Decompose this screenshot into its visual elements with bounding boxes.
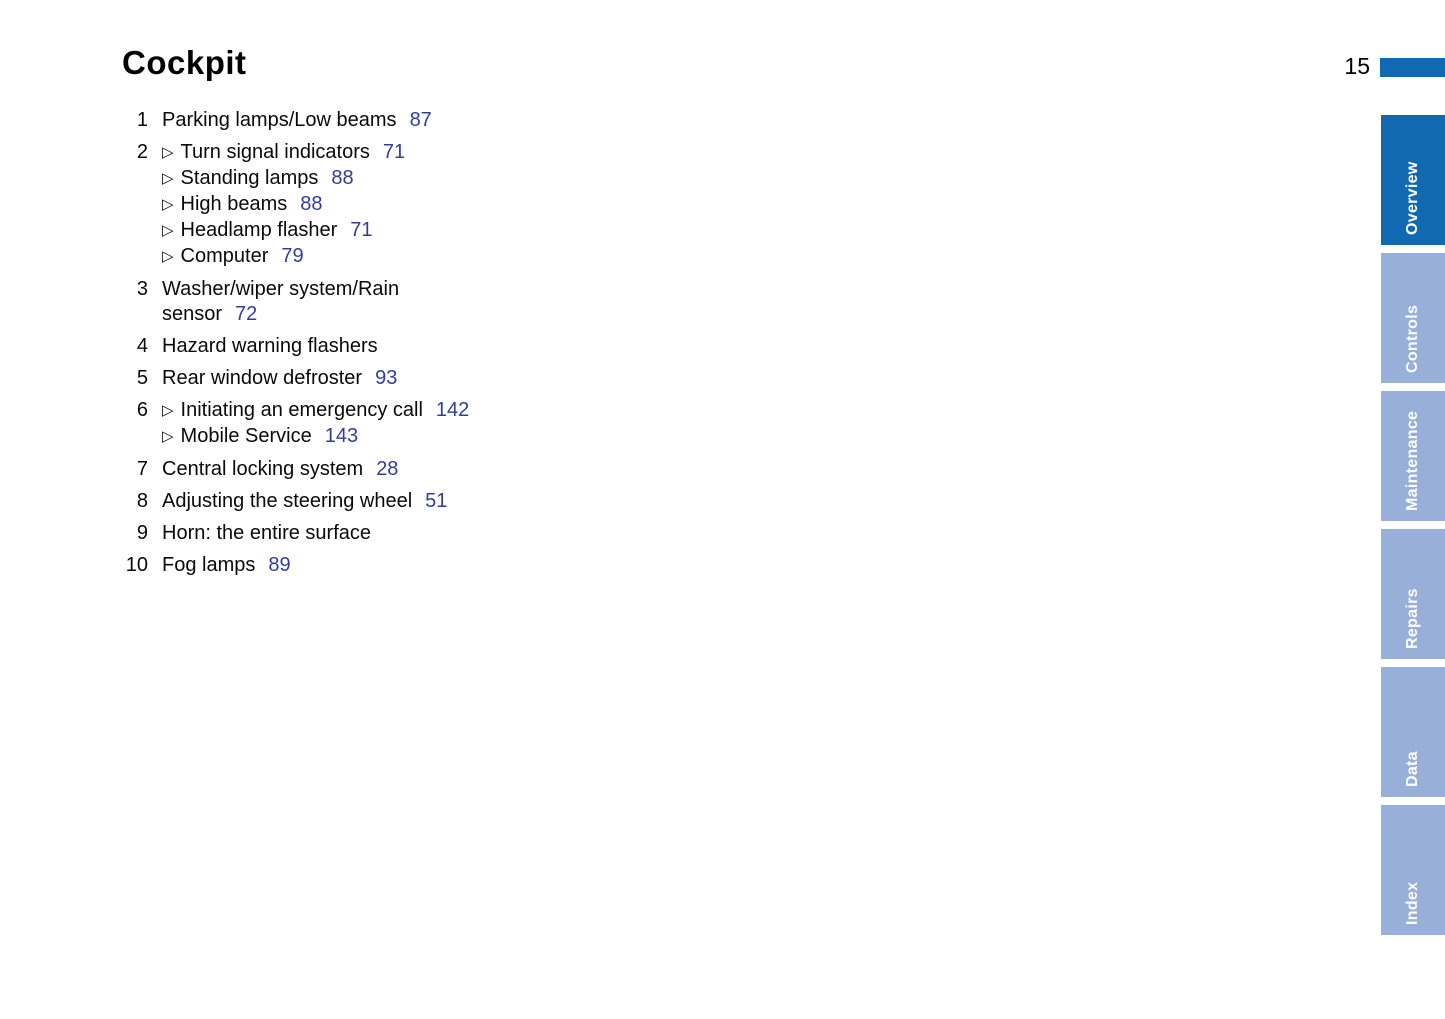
page-reference-link[interactable]: 71 (350, 219, 373, 241)
item-text: Fog lamps (162, 554, 256, 576)
item-number: 7 (136, 458, 148, 480)
item-number: 6 (136, 399, 148, 421)
triangle-bullet-icon: ▷ (162, 221, 174, 239)
item-text: sensor (162, 303, 223, 325)
item-line (162, 521, 371, 546)
list-item (122, 277, 469, 327)
page-reference-link[interactable]: 88 (300, 193, 323, 215)
tab-index[interactable] (1381, 805, 1445, 935)
item-line (162, 334, 378, 359)
list-item (122, 398, 469, 450)
page-title: Cockpit (122, 44, 247, 81)
item-text: Hazard warning flashers (162, 335, 378, 357)
list-item (122, 334, 469, 359)
list-item (122, 553, 469, 578)
item-text: Horn: the entire surface (162, 522, 371, 544)
list-item (122, 457, 469, 482)
item-number: 3 (136, 278, 148, 300)
item-line (162, 166, 405, 192)
item-number: 4 (136, 335, 148, 357)
item-lines (162, 457, 398, 482)
page-reference-link[interactable]: 88 (331, 167, 354, 189)
page-reference-link[interactable]: 28 (376, 458, 399, 480)
item-lines (162, 140, 405, 270)
item-text: Adjusting the steering wheel (162, 490, 413, 512)
list-item (122, 521, 469, 546)
cockpit-legend-list (122, 108, 469, 578)
item-text: Turn signal indicators (180, 141, 370, 163)
page-reference-link[interactable]: 93 (375, 367, 398, 389)
item-line (162, 302, 399, 327)
list-item (122, 489, 469, 514)
tab-label: Controls (1404, 304, 1421, 373)
item-text: Headlamp flasher (180, 219, 338, 241)
item-lines (162, 553, 291, 578)
triangle-bullet-icon: ▷ (162, 143, 174, 161)
tab-label: Repairs (1404, 588, 1421, 649)
tab-label: Maintenance (1404, 410, 1421, 511)
item-text: Washer/wiper system/Rain (162, 278, 400, 300)
page-reference-link[interactable]: 79 (281, 245, 304, 267)
page-reference-link[interactable]: 72 (235, 303, 258, 325)
item-lines (162, 489, 447, 514)
item-text: Mobile Service (180, 425, 312, 447)
page-number: 15 (1344, 53, 1370, 79)
item-line (162, 192, 405, 218)
page-reference-link[interactable]: 51 (425, 490, 448, 512)
page-reference-link[interactable]: 143 (324, 425, 359, 447)
item-number: 2 (136, 141, 148, 163)
triangle-bullet-icon: ▷ (162, 427, 174, 445)
item-number: 5 (136, 367, 148, 389)
item-number: 1 (136, 109, 148, 131)
tab-maintenance[interactable] (1381, 391, 1445, 521)
page-reference-link[interactable]: 89 (268, 554, 291, 576)
triangle-bullet-icon: ▷ (162, 195, 174, 213)
item-line (162, 277, 399, 302)
item-text: High beams (180, 193, 288, 215)
item-lines (162, 366, 397, 391)
tab-overview[interactable] (1381, 115, 1445, 245)
item-line (162, 218, 405, 244)
tab-label: Index (1404, 881, 1421, 925)
item-line (162, 366, 397, 391)
item-text: Rear window defroster (162, 367, 363, 389)
triangle-bullet-icon: ▷ (162, 401, 174, 419)
page-reference-link[interactable]: 87 (409, 109, 432, 131)
item-line (162, 140, 405, 166)
list-item (122, 140, 469, 270)
page-reference-link[interactable]: 71 (382, 141, 406, 163)
item-number: 8 (136, 490, 148, 512)
item-text: Standing lamps (180, 167, 319, 189)
page-reference-link[interactable]: 142 (435, 399, 470, 421)
tab-controls[interactable] (1381, 253, 1445, 383)
item-lines (162, 334, 378, 359)
item-line (162, 553, 291, 578)
item-line (162, 424, 469, 450)
list-item (122, 108, 469, 133)
item-text: Central locking system (162, 458, 364, 480)
triangle-bullet-icon: ▷ (162, 247, 174, 265)
tab-data[interactable] (1381, 667, 1445, 797)
item-text: Parking lamps/Low beams (162, 109, 397, 131)
item-line (162, 489, 447, 514)
triangle-bullet-icon: ▷ (162, 169, 174, 187)
item-text: Computer (180, 245, 269, 267)
item-lines (162, 277, 399, 327)
item-lines (162, 521, 371, 546)
tab-repairs[interactable] (1381, 529, 1445, 659)
item-line (162, 108, 432, 133)
item-lines (162, 108, 432, 133)
tab-label: Data (1404, 751, 1421, 787)
item-lines (162, 398, 469, 450)
item-line (162, 398, 469, 424)
item-line (162, 457, 398, 482)
list-item (122, 366, 469, 391)
item-number: 10 (125, 554, 148, 576)
section-tabs (1381, 0, 1445, 1019)
tab-label: Overview (1404, 161, 1421, 235)
item-line (162, 244, 405, 270)
item-text: Initiating an emergency call (180, 399, 423, 421)
item-number: 9 (136, 522, 148, 544)
